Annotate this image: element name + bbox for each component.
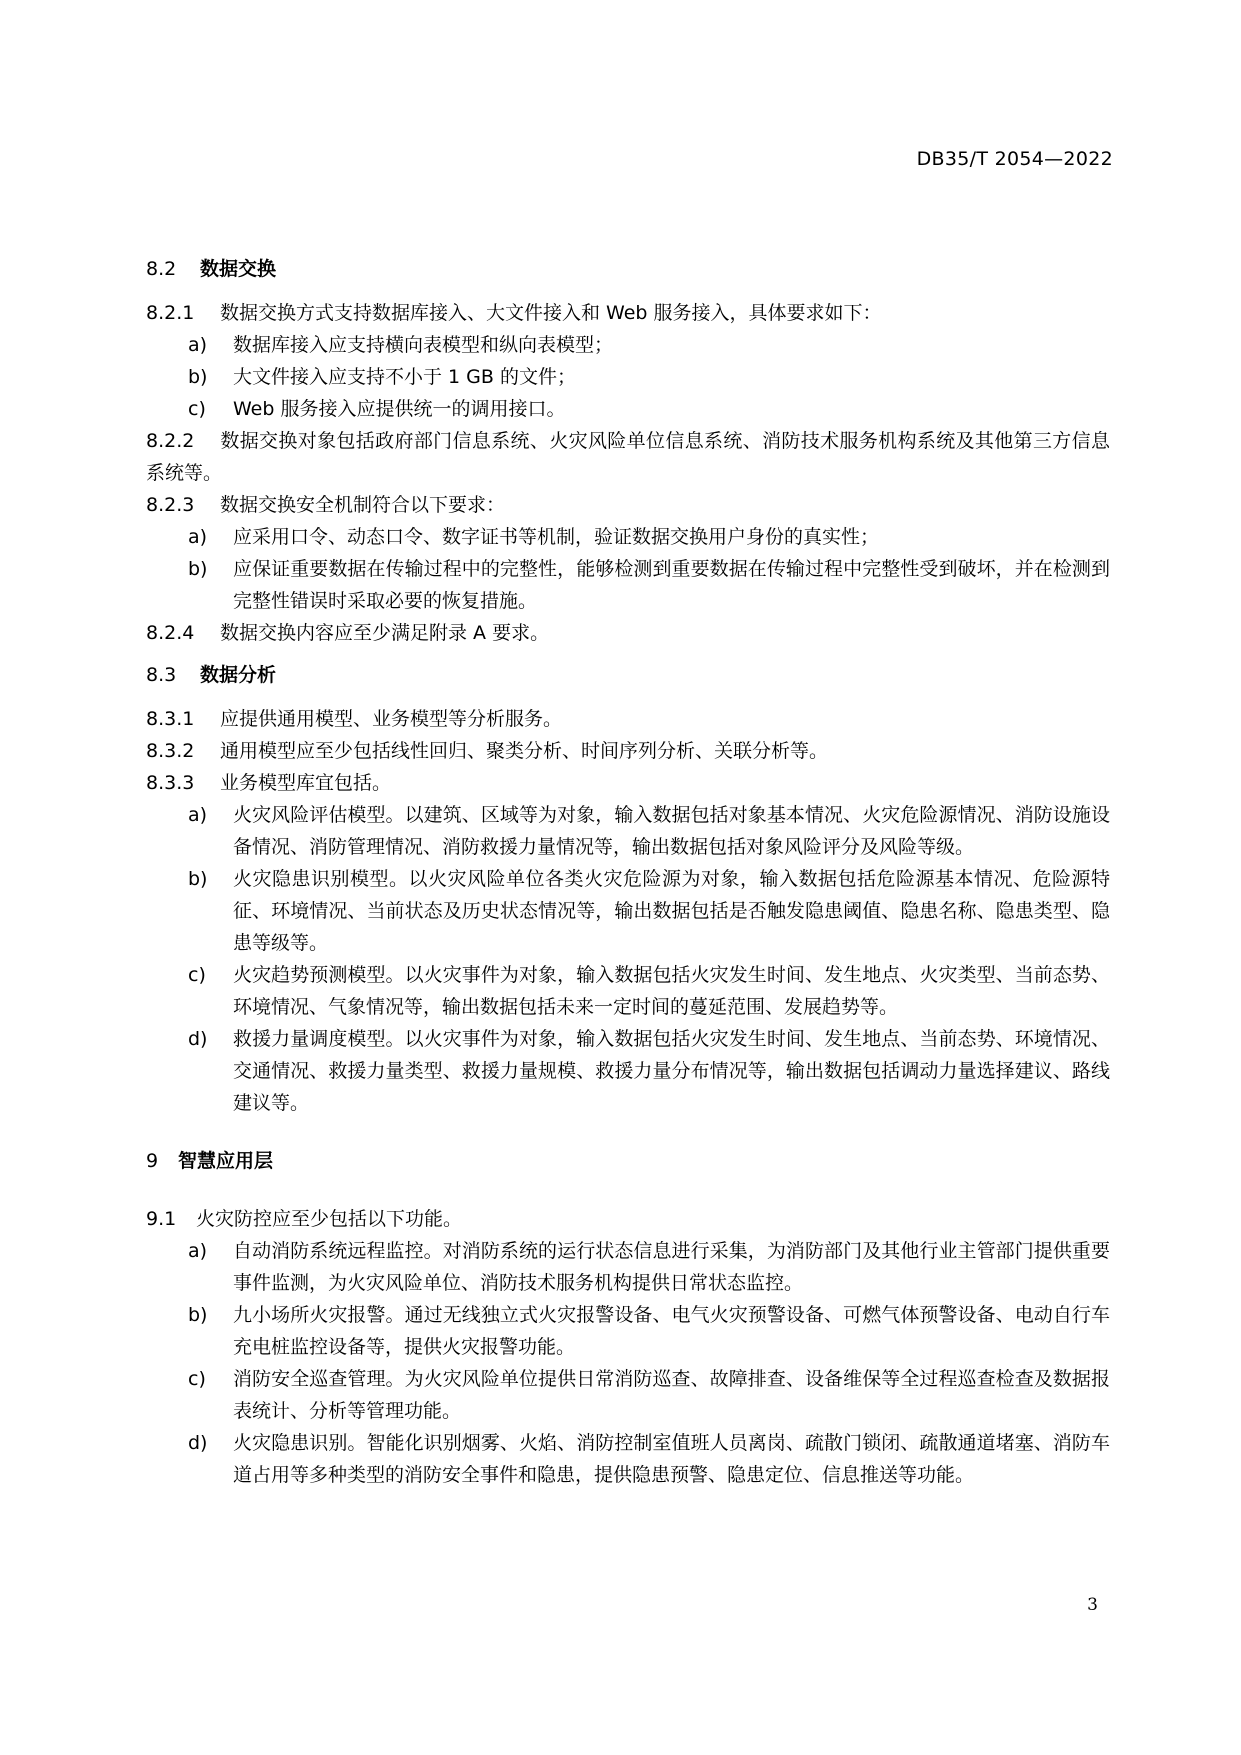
list-label: b) (188, 558, 208, 580)
clause-text: 业务模型库宜包括。 (220, 772, 392, 794)
list-item (146, 863, 1110, 959)
chapter-heading-9 (146, 1145, 1110, 1177)
list-label: a) (188, 804, 208, 826)
clause-number: 8.2.4 (146, 622, 195, 644)
list-label: c) (188, 1368, 206, 1390)
chapter-title: 智慧应用层 (178, 1150, 274, 1172)
clause-8-3-3 (146, 767, 1110, 799)
list-label: b) (188, 1304, 208, 1326)
page-number: 3 (1087, 1595, 1098, 1615)
list-text: 火灾隐患识别。智能化识别烟雾、火焰、消防控制室值班人员离岗、疏散门锁闭、疏散通道堵塞、消防车道占用等多种类型的消防安全事件和隐患，提供隐患预警、隐患定位、信息推送等功能。 (233, 1432, 1110, 1486)
section-title: 数据分析 (200, 664, 277, 686)
list-item (146, 959, 1110, 1023)
list-item (146, 361, 1110, 393)
clause-text: 应提供通用模型、业务模型等分析服务。 (220, 708, 563, 730)
list-text: 火灾趋势预测模型。以火灾事件为对象，输入数据包括火灾发生时间、发生地点、火灾类型、当前态势、环境情况、气象情况等，输出数据包括未来一定时间的蔓延范围、发展趋势等。 (233, 964, 1110, 1018)
list-label: a) (188, 1240, 208, 1262)
clause-number: 8.2.2 (146, 430, 195, 452)
list-text: 消防安全巡查管理。为火灾风险单位提供日常消防巡查、故障排查、设备维保等全过程巡查检查及数据报表统计、分析等管理功能。 (233, 1368, 1110, 1422)
clause-number: 8.3.1 (146, 708, 195, 730)
list-item (146, 1023, 1110, 1119)
clause-8-3-1 (146, 703, 1110, 735)
list-text: 自动消防系统远程监控。对消防系统的运行状态信息进行采集，为消防部门及其他行业主管部门提供重要事件监测，为火灾风险单位、消防技术服务机构提供日常状态监控。 (233, 1240, 1110, 1294)
clause-number: 8.2.3 (146, 494, 195, 516)
clause-8-2-4 (146, 617, 1110, 649)
clause-number: 8.3.2 (146, 740, 195, 762)
list-text: Web 服务接入应提供统一的调用接口。 (233, 398, 566, 420)
list-text: 九小场所火灾报警。通过无线独立式火灾报警设备、电气火灾预警设备、可燃气体预警设备、电动自行车充电桩监控设备等，提供火灾报警功能。 (233, 1304, 1110, 1358)
list-text: 火灾隐患识别模型。以火灾风险单位各类火灾危险源为对象，输入数据包括危险源基本情况、危险源特征、环境情况、当前状态及历史状态情况等，输出数据包括是否触发隐患阈值、隐患名称、隐患类型、隐患等级等。 (233, 868, 1110, 954)
list-label: a) (188, 526, 208, 548)
clause-text: 数据交换对象包括政府部门信息系统、火灾风险单位信息系统、消防技术服务机构系统及其他第三方信息系统等。 (146, 430, 1110, 484)
section-title: 数据交换 (200, 258, 277, 280)
list-item (146, 393, 1110, 425)
section-number: 8.3 (146, 664, 177, 686)
list-label: c) (188, 398, 206, 420)
list-item (146, 1235, 1110, 1299)
clause-number: 8.2.1 (146, 302, 195, 324)
clause-8-2-3 (146, 489, 1110, 521)
standard-code: DB35/T 2054—2022 (916, 148, 1113, 170)
list-item (146, 1363, 1110, 1427)
clause-text: 火灾防控应至少包括以下功能。 (196, 1208, 463, 1230)
list-item (146, 799, 1110, 863)
list-item (146, 521, 1110, 553)
section-heading-8-2 (146, 253, 1110, 285)
clause-8-2-2 (146, 425, 1110, 489)
list-label: b) (188, 366, 208, 388)
clause-number: 8.3.3 (146, 772, 195, 794)
list-item (146, 553, 1110, 617)
list-label: a) (188, 334, 208, 356)
section-heading-8-3 (146, 659, 1110, 691)
section-number: 8.2 (146, 258, 177, 280)
clause-number: 9.1 (146, 1208, 177, 1230)
list-item (146, 1427, 1110, 1491)
list-item (146, 1299, 1110, 1363)
clause-8-3-2 (146, 735, 1110, 767)
clause-text: 数据交换内容应至少满足附录 A 要求。 (220, 622, 550, 644)
list-text: 火灾风险评估模型。以建筑、区域等为对象，输入数据包括对象基本情况、火灾危险源情况、消防设施设备情况、消防管理情况、消防救援力量情况等，输出数据包括对象风险评分及风险等级。 (233, 804, 1110, 858)
list-label: c) (188, 964, 206, 986)
list-item (146, 329, 1110, 361)
clause-text: 数据交换方式支持数据库接入、大文件接入和 Web 服务接入，具体要求如下： (220, 302, 882, 324)
list-text: 数据库接入应支持横向表模型和纵向表模型； (233, 334, 614, 356)
chapter-number: 9 (146, 1150, 159, 1172)
list-text: 应保证重要数据在传输过程中的完整性，能够检测到重要数据在传输过程中完整性受到破坏，并在检测到完整性错误时采取必要的恢复措施。 (233, 558, 1110, 612)
document-body (146, 253, 1110, 1491)
clause-9-1 (146, 1203, 1110, 1235)
list-text: 大文件接入应支持不小于 1 GB 的文件； (233, 366, 576, 388)
list-text: 应采用口令、动态口令、数字证书等机制，验证数据交换用户身份的真实性； (233, 526, 880, 548)
clause-text: 数据交换安全机制符合以下要求： (220, 494, 506, 516)
list-label: d) (188, 1028, 208, 1050)
clause-text: 通用模型应至少包括线性回归、聚类分析、时间序列分析、关联分析等。 (220, 740, 829, 762)
list-label: b) (188, 868, 208, 890)
list-label: d) (188, 1432, 208, 1454)
list-text: 救援力量调度模型。以火灾事件为对象，输入数据包括火灾发生时间、发生地点、当前态势、环境情况、交通情况、救援力量类型、救援力量规模、救援力量分布情况等，输出数据包括调动力量选择建议、路线建议等。 (233, 1028, 1110, 1114)
clause-8-2-1 (146, 297, 1110, 329)
